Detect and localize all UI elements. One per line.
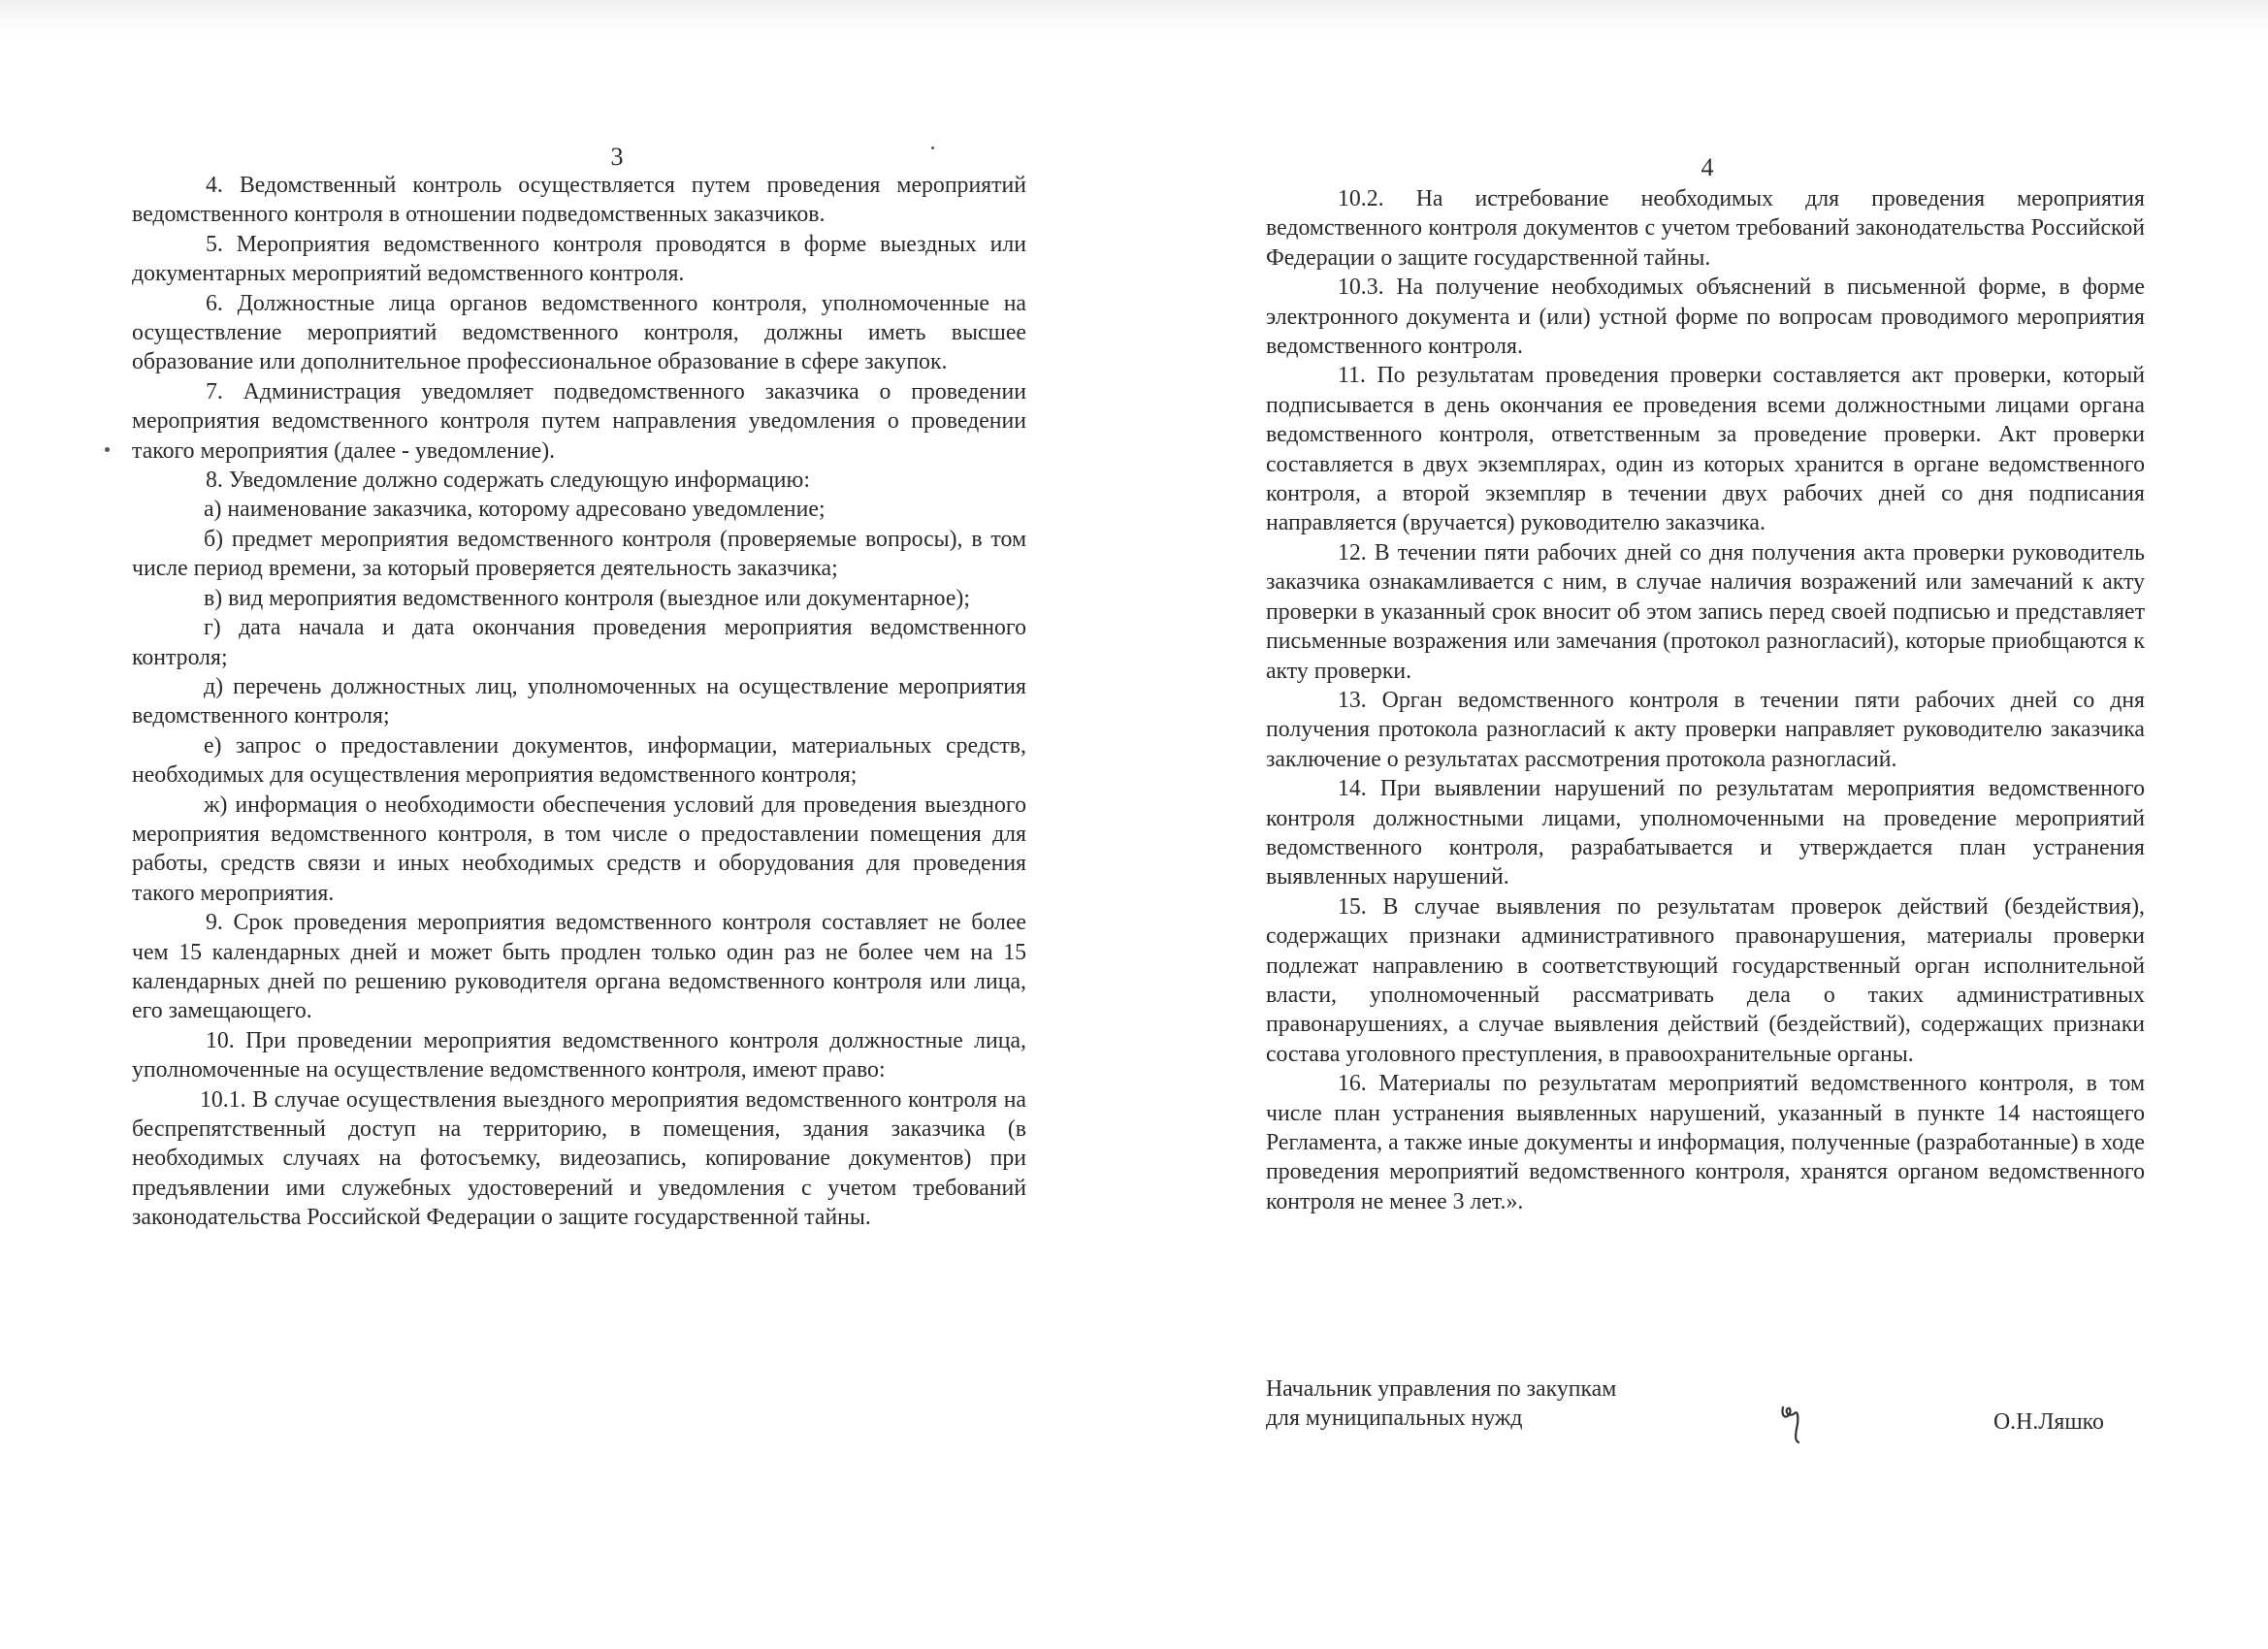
list-item-d: д) перечень должностных лиц, уполномоченных на осуществление мероприятия ведомственного контроля; <box>132 673 1026 729</box>
signatory-title-line-1: Начальник управления по закупкам <box>1266 1376 1617 1402</box>
page-number: 4 <box>1701 153 1714 181</box>
paragraph-10-3: 10.3. На получение необходимых объяснений в письменной форме, в форме электронного документа и (или) устной форме по вопросам проводимого мероприятия ведомственного контроля. <box>1266 275 2145 360</box>
left-page-body <box>132 171 1026 1233</box>
list-item-g: г) дата начала и дата окончания проведения мероприятия ведомственного контроля; <box>132 615 1026 670</box>
signatory-name: О.Н.Ляшко <box>1993 1409 2104 1435</box>
signature-block <box>1266 1374 2139 1452</box>
paragraph-9: 9. Срок проведения мероприятия ведомственного контроля составляет не более чем 15 календарных дней и может быть продлен только один раз не более чем на 15 календарных дней по решению руководителя органа ведомственного контроля или лица, его замещающего. <box>132 910 1026 1024</box>
paragraph-4: 4. Ведомственный контроль осуществляется путем проведения мероприятий ведомственного контроля в отношении подведомственных заказчиков. <box>132 173 1026 228</box>
paragraph-8: 8. Уведомление должно содержать следующую информацию: <box>206 468 810 494</box>
paragraph-10-1: 10.1. В случае осуществления выездного мероприятия ведомственного контроля на беспрепятственный доступ на территорию, в помещения, здания заказчика (в необходимых случаях на фотосъемку, видеозапись, копирование документов) при предъявлении ими служебных удостоверений и уведомления с учетом требований законодательства Российской Федерации о защите государственной тайны. <box>132 1086 1026 1231</box>
list-item-v: в) вид мероприятия ведомственного контроля (выездное или документарное); <box>204 585 970 611</box>
right-page-body <box>1266 184 2145 1216</box>
paragraph-12: 12. В течении пяти рабочих дней со дня получения акта проверки руководитель заказчика ознакамливается с ним, в случае наличия возражений или замечаний к акту проверки в указанный срок вносит об этом запись перед своей подписью и представляет письменные возражения или замечания (протокол разногласий), которые приобщаются к акту проверки. <box>1266 539 2145 684</box>
paragraph-14: 14. При выявлении нарушений по результатам мероприятия ведомственного контроля должностными лицами, уполномоченными на проведение мероприятий ведомственного контроля, разрабатывается и утверждается план устранения выявленных нарушений. <box>1266 776 2145 890</box>
paragraph-16: 16. Материалы по результатам мероприятий ведомственного контроля, в том числе план устранения выявленных нарушений, указанный в пункте 14 настоящего Регламента, а также иные документы и информация, полученные (разработанные) в ходе проведения мероприятий ведомственного контроля, хранятся органом ведомственного контроля не менее 3 лет.». <box>1266 1071 2145 1214</box>
list-item-e: е) запрос о предоставлении документов, информации, материальных средств, необходимых для осуществления мероприятия ведомственного контроля; <box>132 732 1026 789</box>
handwritten-signature <box>1775 1398 1814 1446</box>
paragraph-13: 13. Орган ведомственного контроля в течении пяти рабочих дней со дня получения протокола разногласий к акту проверки направляет руководителю заказчика заключение о результатах рассмотрения протокола разногласий. <box>1266 687 2145 772</box>
page-number: 3 <box>610 143 624 171</box>
list-item-zh: ж) информация о необходимости обеспечения условий для проведения выездного мероприятия ведомственного контроля, в том числе о предоставлении помещения для работы, средств связи и иных необходимых средств и оборудования для проведения такого мероприятия. <box>132 792 1026 906</box>
signatory-title-line-2: для муниципальных нужд <box>1266 1406 1523 1432</box>
scan-speck <box>105 447 110 452</box>
list-item-a: а) наименование заказчика, которому адресовано уведомление; <box>204 497 826 523</box>
signatory-title <box>1266 1374 1616 1434</box>
list-item-b: б) предмет мероприятия ведомственного контроля (проверяемые вопросы), в том числе период времени, за который проверяется деятельность заказчика; <box>132 526 1026 582</box>
paragraph-6: 6. Должностные лица органов ведомственного контроля, уполномоченные на осуществление мероприятий ведомственного контроля, должны иметь высшее образование или дополнительное профессиональное образование в сфере закупок. <box>132 290 1026 375</box>
paragraph-7: 7. Администрация уведомляет подведомственного заказчика о проведении мероприятия ведомственного контроля путем направления уведомления о проведении такого мероприятия (далее - уведомление). <box>132 378 1026 464</box>
scan-top-shadow <box>0 0 2268 33</box>
paragraph-10-2: 10.2. На истребование необходимых для проведения мероприятия ведомственного контроля документов с учетом требований законодательства Российской Федерации о защите государственной тайны. <box>1266 186 2145 271</box>
paragraph-11: 11. По результатам проведения проверки составляется акт проверки, который подписывается в день окончания ее проведения всеми должностными лицами органа ведомственного контроля, ответственным за проведение проверки. Акт проверки составляется в двух экземплярах, один из которых хранится в органе ведомственного контроля, а второй экземпляр в течении двух рабочих дней со дня подписания направляется (вручается) руководителю заказчика. <box>1266 363 2145 536</box>
paragraph-10: 10. При проведении мероприятия ведомственного контроля должностные лица, уполномоченные на осуществление ведомственного контроля, имеют право: <box>132 1027 1026 1083</box>
paragraph-15: 15. В случае выявления по результатам проверок действий (бездействия), содержащих признаки административного правонарушения, материалы проверки подлежат направлению в соответствующий государственный орган исполнительной власти, уполномоченный рассматривать дела о таких административных правонарушениях, а случае выявления действий (бездействий), содержащих признаки состава уголовного преступления, в правоохранительные органы. <box>1266 893 2145 1067</box>
scan-speck <box>931 146 934 149</box>
paragraph-5: 5. Мероприятия ведомственного контроля проводятся в форме выездных или документарных мероприятий ведомственного контроля. <box>132 231 1026 287</box>
